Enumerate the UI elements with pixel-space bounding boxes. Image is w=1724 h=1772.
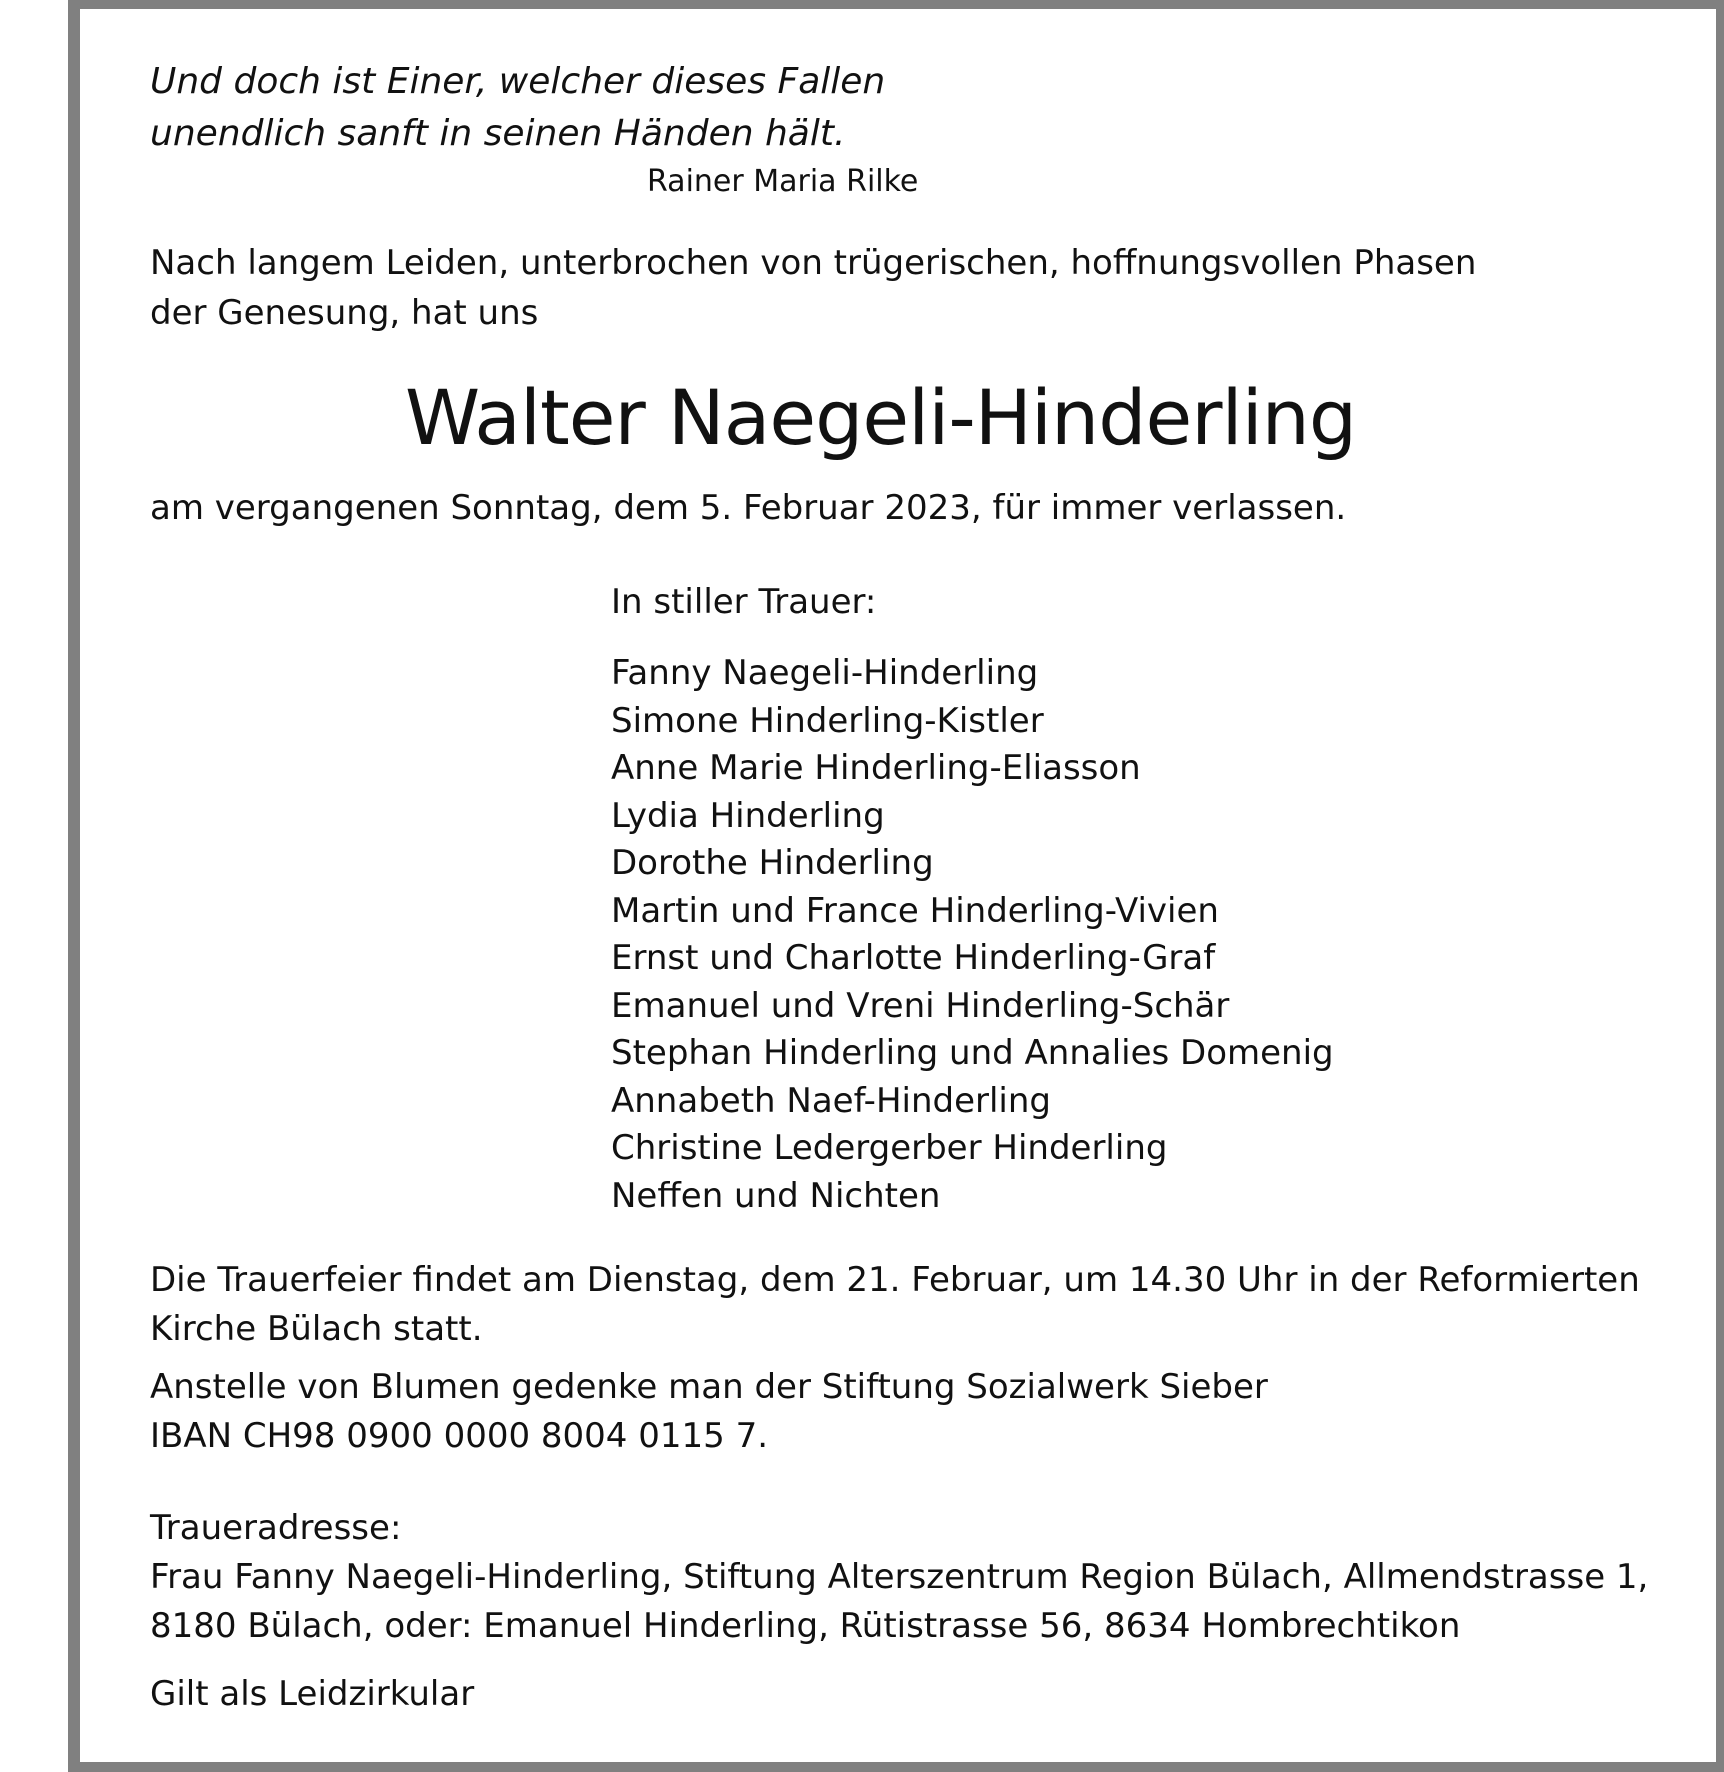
date-line: am vergangenen Sonntag, dem 5. Februar 2023, für immer verlassen. (150, 488, 1347, 528)
donation-line-1: Anstelle von Blumen gedenke man der Stiftung Sozialwerk Sieber (150, 1367, 1268, 1407)
intro-line-2: der Genesung, hat uns (150, 293, 539, 333)
mourner-name: Emanuel und Vreni Hinderling-Schär (611, 985, 1230, 1026)
mourner-name: Fanny Naegeli-Hinderling (611, 653, 1039, 693)
quote-line-2: unendlich sanft in seinen Händen hält. (150, 113, 846, 154)
mourner-name: Christine Ledergerber Hinderling (611, 1128, 1168, 1168)
footer-note: Gilt als Leidzirkular (150, 1674, 475, 1714)
mourner-name: Anne Marie Hinderling-Eliasson (611, 748, 1141, 788)
intro-line-1: Nach langem Leiden, unterbrochen von trügerischen, hoffnungsvollen Phasen (150, 243, 1477, 283)
donation-iban: IBAN CH98 0900 0000 8004 0115 7. (150, 1416, 769, 1456)
mourner-name: Neffen und Nichten (611, 1175, 941, 1216)
bottom-frame-border (68, 1762, 1724, 1772)
mourner-name: Martin und France Hinderling-Vivien (611, 890, 1219, 931)
ceremony-line-2: Kirche Bülach statt. (150, 1309, 483, 1349)
mourner-name: Simone Hinderling-Kistler (611, 700, 1044, 741)
mourner-name: Ernst und Charlotte Hinderling-Graf (611, 938, 1216, 978)
address-line-1: Frau Fanny Naegeli-Hinderling, Stiftung Alterszentrum Region Bülach, Allmendstrasse 1, (150, 1557, 1649, 1597)
mourner-name: Dorothe Hinderling (611, 843, 934, 883)
mourning-heading: In stiller Trauer: (611, 582, 877, 622)
deceased-name: Walter Naegeli-Hinderling (405, 373, 1357, 462)
address-line-2: 8180 Bülach, oder: Emanuel Hinderling, Rütistrasse 56, 8634 Hombrechtikon (150, 1606, 1461, 1646)
left-margin (0, 0, 68, 1772)
right-frame-border (1716, 0, 1724, 1772)
top-frame-border (68, 0, 1724, 9)
mourner-name: Annabeth Naef-Hinderling (611, 1080, 1052, 1121)
quote-author: Rainer Maria Rilke (647, 164, 919, 199)
quote-line-1: Und doch ist Einer, welcher dieses Fallen (150, 61, 886, 102)
mourners-list (611, 650, 1334, 1220)
mourner-name: Stephan Hinderling und Annalies Domenig (611, 1033, 1334, 1073)
ceremony-line-1: Die Trauerfeier findet am Dienstag, dem 21. Februar, um 14.30 Uhr in der Reformierten (150, 1260, 1640, 1300)
mourner-name: Lydia Hinderling (611, 795, 885, 836)
address-label: Traueradresse: (150, 1508, 402, 1548)
